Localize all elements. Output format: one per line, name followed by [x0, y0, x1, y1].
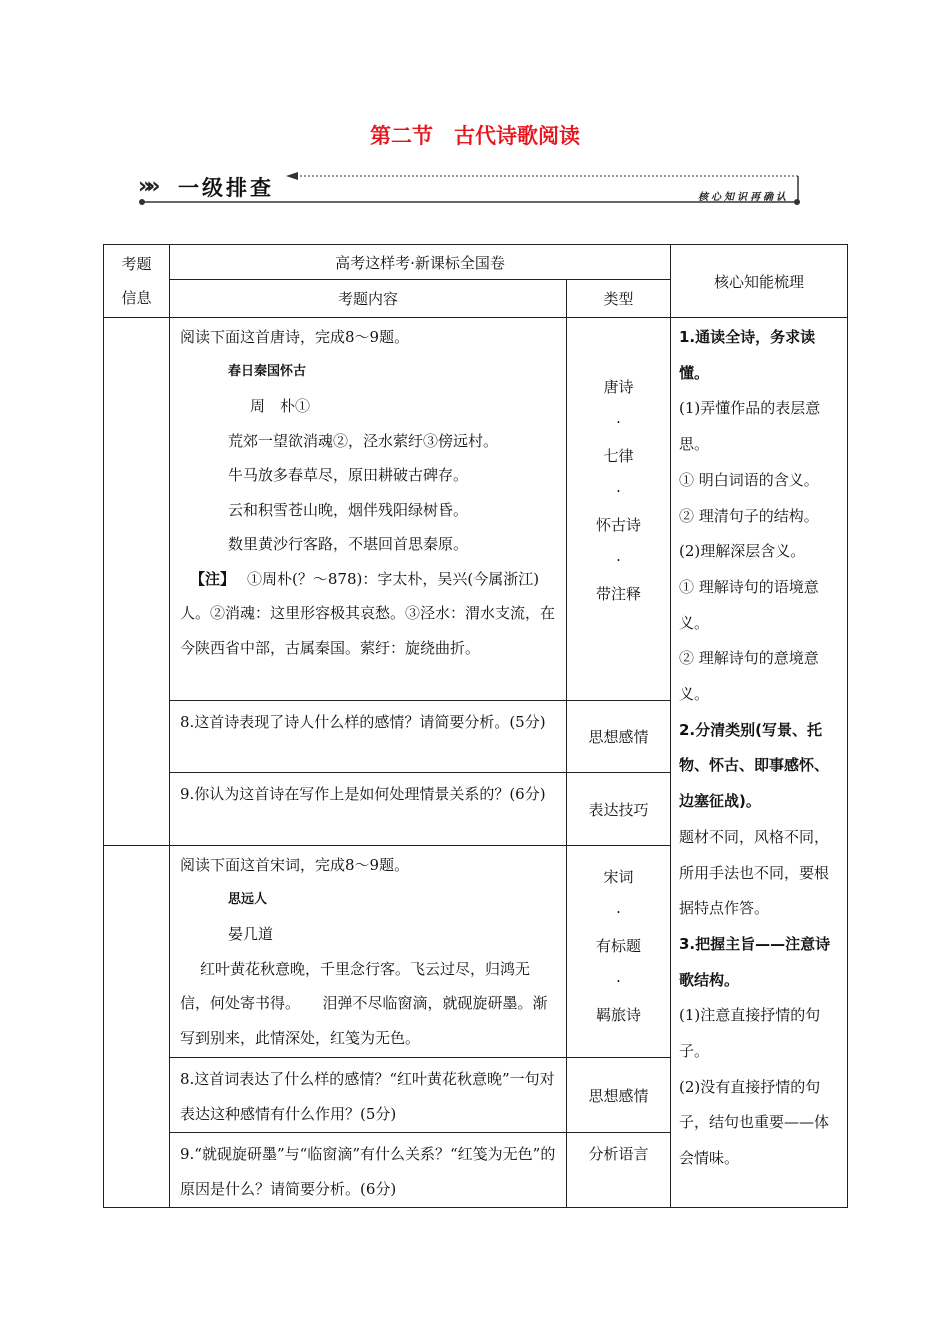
core-point-1a2: ② 理清句子的结构。 [679, 506, 819, 525]
header-type: 类型 [567, 280, 671, 318]
banner-label: 一级排查 [178, 176, 274, 200]
type-tag: 怀古诗 [595, 516, 641, 534]
poem-line: 牛马放多春草尽，原田耕破古碑存。 [228, 466, 469, 484]
poem-line: 数里黄沙行客路，不堪回首思秦原。 [228, 535, 469, 553]
header-exam-group: 高考这样考·新课标全国卷 [170, 245, 671, 280]
exam-table [103, 244, 848, 1208]
question-9-type-block2: 分析语言 [567, 1133, 671, 1208]
type-cell-1 [567, 318, 671, 701]
type-tag: 宋词 [603, 868, 634, 886]
poet-name: 周 朴① [250, 397, 311, 415]
core-point-1a1: ① 明白词语的含义。 [679, 470, 819, 489]
type-separator: · [616, 550, 621, 569]
core-point-3: 3.把握主旨——注意诗歌结构。 [679, 934, 831, 989]
type-cell-2 [567, 846, 671, 1058]
poem-title: 春日秦国怀古 [228, 363, 307, 379]
page-title: 第二节 古代诗歌阅读 [370, 124, 580, 148]
core-point-1b: (2)理解深层含义。 [679, 542, 806, 561]
core-knowledge [671, 318, 848, 1208]
question-9-block2: 9.“就砚旋研墨”与“临窗滴”有什么关系？“红笺为无色”的原因是什么？请简要分析。(6分) [170, 1133, 567, 1208]
core-point-3b: (2)没有直接抒情的句子，结句也重要——体会情味。 [679, 1077, 830, 1168]
header-core: 核心知能梳理 [671, 245, 848, 318]
question-9-block1: 9.你认为这首诗在写作上是如何处理情景关系的？(6分) [170, 773, 567, 846]
type-tag: 有标题 [595, 937, 641, 955]
section-banner [138, 168, 803, 210]
type-tag: 带注释 [595, 585, 641, 603]
core-point-2-text: 题材不同，风格不同，所用手法也不同，要根据特点作答。 [679, 827, 830, 918]
info-cell-1 [104, 318, 170, 846]
question-8-type-block2: 思想感情 [567, 1058, 671, 1133]
passage-1 [170, 318, 567, 701]
type-tag: 羁旅诗 [595, 1006, 641, 1024]
question-8-block1: 8.这首诗表现了诗人什么样的感情？请简要分析。(5分) [170, 701, 567, 773]
header-exam-info-line1: 考题 [121, 255, 152, 273]
passage-intro: 阅读下面这首宋词，完成8～9题。 [180, 856, 410, 874]
core-point-2: 2.分清类别(写景、托物、怀古、即事感怀、边塞征战)。 [679, 720, 830, 811]
question-8-type-block1: 思想感情 [567, 701, 671, 773]
type-separator: · [616, 971, 621, 990]
question-8-block2: 8.这首词表达了什么样的感情？“红叶黄花秋意晚”一句对表达这种感情有什么作用？(5分) [170, 1058, 567, 1133]
note-label: 【注】 [190, 569, 236, 588]
core-point-1a: (1)弄懂作品的表层意思。 [679, 399, 821, 454]
poem-line: 荒郊一望欲消魂②，泾水萦纡③傍远村。 [228, 431, 499, 450]
question-9-type-block1: 表达技巧 [567, 773, 671, 846]
type-separator: · [616, 412, 621, 431]
note-text: ①周朴(？～878)：字太朴，吴兴(今属浙江)人。②消魂：这里形容极其哀愁。③泾水：渭水支流，在今陕西省中部，古属秦国。萦纡：旋绕曲折。 [180, 569, 556, 657]
chevrons-icon: »» [138, 174, 155, 199]
type-separator: · [616, 481, 621, 500]
header-exam-info [104, 245, 170, 318]
type-tag: 唐诗 [603, 378, 634, 396]
poem-line: 云和积雪苍山晚，烟伴残阳绿树昏。 [228, 500, 469, 519]
info-cell-2 [104, 846, 170, 1208]
poet-name: 晏几道 [228, 925, 274, 943]
core-point-1b2: ② 理解诗句的意境意义。 [679, 649, 819, 704]
passage-2 [170, 846, 567, 1058]
type-tag: 七律 [603, 447, 634, 465]
type-separator: · [616, 902, 621, 921]
core-point-3a: (1)注意直接抒情的句子。 [679, 1006, 821, 1061]
core-point-1: 1.通读全诗，务求读懂。 [679, 328, 816, 382]
header-exam-info-line2: 信息 [121, 289, 152, 307]
poem-title: 思远人 [228, 891, 268, 907]
core-point-1b1: ① 理解诗句的语境意义。 [679, 577, 819, 632]
ci-text: 红叶黄花秋意晚，千里念行客。飞云过尽，归鸿无信，何处寄书得。 泪弹不尽临窗滴，就砚旋研墨。渐写到别来，此情深处，红笺为无色。 [180, 959, 548, 1047]
header-content: 考题内容 [170, 280, 567, 318]
passage-intro: 阅读下面这首唐诗，完成8～9题。 [180, 328, 410, 346]
banner-subtitle: 核心知识再确认 [698, 192, 789, 203]
